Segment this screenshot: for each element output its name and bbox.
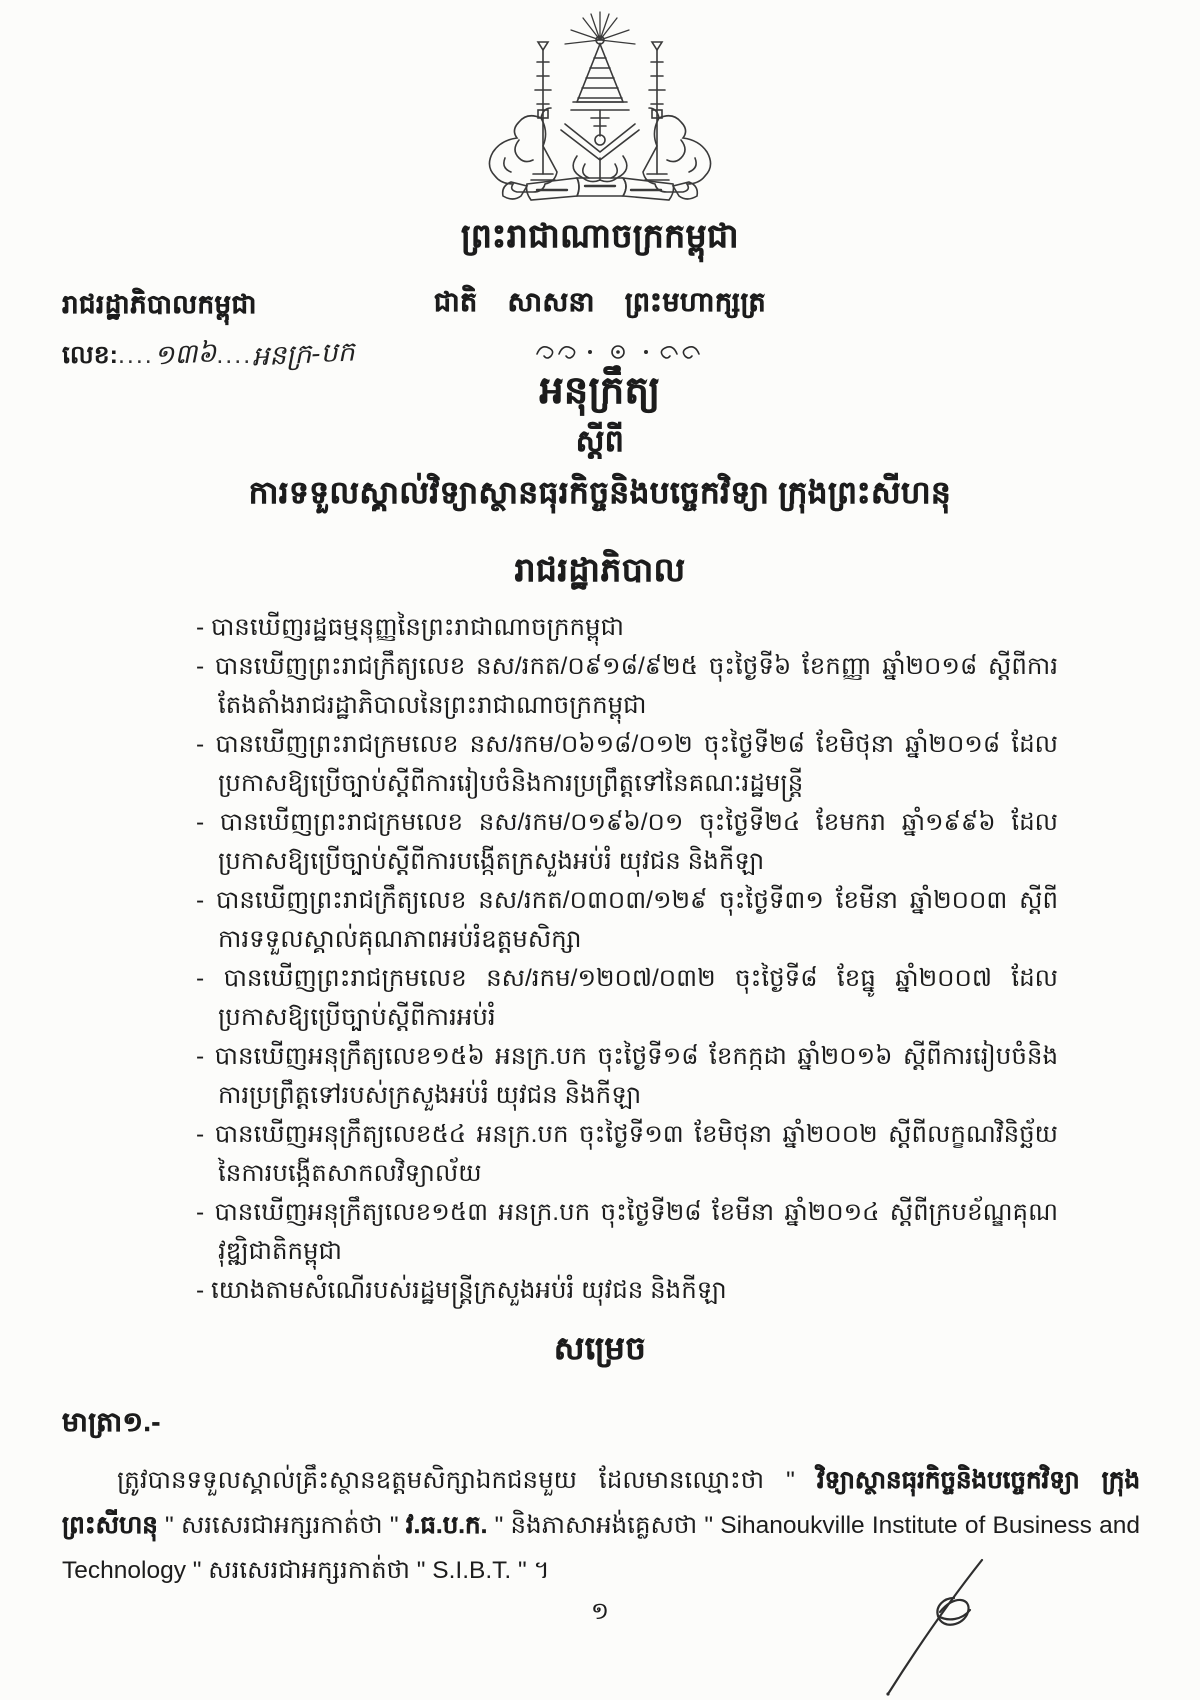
preamble-list [196,608,1058,1310]
preamble-item: - បានឃើញព្រះរាជក្រឹត្យលេខ នស/រកត/០៩១៨/៩២៥ ចុះថ្ងៃទី៦ ខែកញ្ញា ឆ្នាំ២០១៨ ស្តីពីការតែងតាំងរាជរដ្ឋាភិបាលនៃព្រះរាជាណាចក្រកម្ពុជា [196,647,1058,725]
regarding-label: ស្តីពី [575,425,625,458]
national-motto: ជាតិ សាសនា ព្រះមហាក្សត្រ [433,287,767,317]
article-1-label: មាត្រា១.- [62,1407,161,1437]
royal-arms-emblem-icon [445,6,755,208]
article-text-segment: " និងភាសាអង់គ្លេសថា " Sihanoukville Institute of Business and Technology " សរសេរជាអក្សរកាត់ថា " S.I.B.T. " ។ [62,1512,1140,1584]
subject-title: ការទទួលស្គាល់វិទ្យាស្ថានធុរកិច្ចនិងបច្ចេកវិទ្យា ក្រុងព្រះសីហនុ [248,475,952,510]
preamble-item: - បានឃើញព្រះរាជក្រមលេខ នស/រកម/០៦១៨/០១២ ចុះថ្ងៃទី២៨ ខែមិថុនា ឆ្នាំ២០១៨ ដែលប្រកាសឱ្យប្រើច្បាប់ស្តីពីការរៀបចំនិងការប្រព្រឹត្តទៅនៃគណៈរដ្ឋមន្ត្រី [196,725,1058,803]
article-text-segment: " សរសេរជាអក្សរកាត់ថា " [157,1512,406,1539]
article-text-segment: វ.ធ.ប.ក. [405,1512,488,1539]
decision-heading: សម្រេច [553,1330,647,1366]
handwritten-number: ១៣៦ [152,337,217,372]
preamble-item: - យោងតាមសំណើរបស់រដ្ឋមន្ត្រីក្រសួងអប់រំ យុវជន និងកីឡា [196,1271,1058,1310]
doc-type-title: អនុក្រឹត្យ [539,370,661,412]
kingdom-title: ព្រះរាជាណាចក្រកម្ពុជា [461,217,739,254]
preamble-item: - បានឃើញព្រះរាជក្រឹត្យលេខ នស/រកត/០៣០៣/១២៩ ចុះថ្ងៃទី៣១ ខែមីនា ឆ្នាំ២០០៣ ស្តីពីការទទួលស្គាល់គុណភាពអប់រំឧត្តមសិក្សា [196,881,1058,959]
preamble-section [196,608,1058,1310]
signature-mark [878,1556,998,1700]
preamble-item: - បានឃើញអនុក្រឹត្យលេខ១៥៣ អនក្រ.បក ចុះថ្ងៃទី២៨ ខែមីនា ឆ្នាំ២០១៤ ស្តីពីក្របខ័ណ្ឌគុណវុឌ្ឍិជាតិកម្ពុជា [196,1193,1058,1271]
dotted-leader: .... [117,341,154,369]
preamble-item: - បានឃើញរដ្ឋធម្មនុញ្ញនៃព្រះរាជាណាចក្រកម្ពុជា [196,608,1058,647]
dotted-leader: .... [216,341,253,369]
preamble-item: - បានឃើញព្រះរាជក្រមលេខ នស/រកម/១២០៧/០៣២ ចុះថ្ងៃទី៨ ខែធ្នូ ឆ្នាំ២០០៧ ដែលប្រកាសឱ្យប្រើច្បាប់ស្តីពីការអប់រំ [196,959,1058,1037]
article-text-segment: ត្រូវបានទទួលស្គាល់គ្រឹះស្ថានឧត្តមសិក្សាឯកជនមួយ ដែលមានឈ្មោះថា " [117,1467,817,1494]
issuer-heading: រាជរដ្ឋាភិបាល [514,551,686,588]
preamble-item: - បានឃើញព្រះរាជក្រមលេខ នស/រកម/០១៩៦/០១ ចុះថ្ងៃទី២៤ ខែមករា ឆ្នាំ១៩៩៦ ដែលប្រកាសឱ្យប្រើច្បាប់ស្តីពីការបង្កើតក្រសួងអប់រំ យុវជន និងកីឡា [196,803,1058,881]
divider-ornament-icon [533,340,703,364]
preamble-item: - បានឃើញអនុក្រឹត្យលេខ៥៤ អនក្រ.បក ចុះថ្ងៃទី១៣ ខែមិថុនា ឆ្នាំ២០០២ ស្តីពីលក្ខណវិនិច្ឆ័យនៃការបង្កើតសាកលវិទ្យាល័យ [196,1115,1058,1193]
government-label: រាជរដ្ឋាភិបាលកម្ពុជា [62,289,257,319]
preamble-item: - បានឃើញអនុក្រឹត្យលេខ១៥៦ អនក្រ.បក ចុះថ្ងៃទី១៨ ខែកក្កដា ឆ្នាំ២០១៦ ស្តីពីការរៀបចំនិងការប្រព្រឹត្តទៅរបស់ក្រសួងអប់រំ យុវជន និងកីឡា [196,1037,1058,1115]
page-number: ១ [590,1598,610,1625]
article-text-segment: វិទ្យាស្ថានធុរកិច្ចនិងបច្ចេកវិទ្យា ក្រុងព្រះសីហនុ [62,1467,1140,1539]
handwritten-number-suffix: អនក្រ-បក [251,336,356,373]
number-prefix-label: លេខ: [62,341,118,369]
